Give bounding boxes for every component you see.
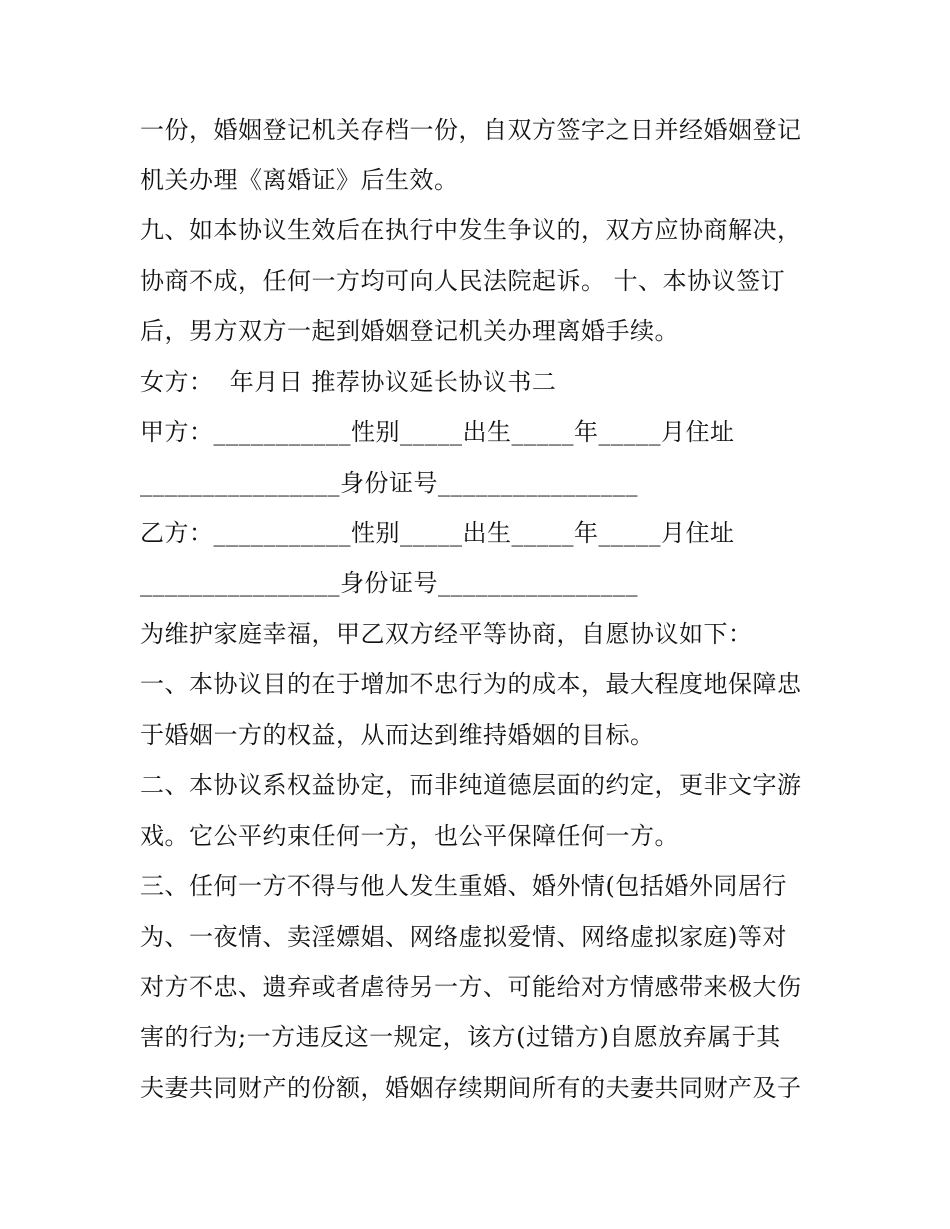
text-line: 后，男方双方一起到婚姻登记机关办理离婚手续。 <box>140 317 679 345</box>
text-line: 为维护家庭幸福，甲乙双方经平等协商，自愿协议如下： <box>140 620 753 648</box>
form-line-party-b-id: ________________身份证号________________ <box>140 569 638 597</box>
form-line-party-b: 乙方：___________性别_____出生_____年_____月住址 <box>140 519 735 547</box>
text-line: 对方不忠、遗弃或者虐待另一方、可能给对方情感带来极大伤 <box>140 973 802 1001</box>
text-line: 于婚姻一方的权益，从而达到维持婚姻的目标。 <box>140 721 655 749</box>
text-line: 一份，婚姻登记机关存档一份，自双方签字之日并经婚姻登记 <box>140 116 802 144</box>
text-line: 女方： 年月日 推荐协议延长协议书二 <box>140 368 557 396</box>
text-line: 害的行为;一方违反这一规定，该方(过错方)自愿放弃属于其 <box>140 1023 781 1051</box>
text-line: 二、本协议系权益协定，而非纯道德层面的约定，更非文字游 <box>140 771 802 799</box>
text-line: 夫妻共同财产的份额，婚姻存续期间所有的夫妻共同财产及子 <box>140 1074 802 1102</box>
text-line: 九、如本协议生效后在执行中发生争议的，双方应协商解决， <box>140 216 802 244</box>
text-line: 戏。它公平约束任何一方，也公平保障任何一方。 <box>140 822 679 850</box>
text-line: 三、任何一方不得与他人发生重婚、婚外情(包括婚外同居行 <box>140 872 787 900</box>
form-line-party-a-id: ________________身份证号________________ <box>140 469 638 497</box>
text-line: 为、一夜情、卖淫嫖娼、网络虚拟爱情、网络虚拟家庭)等对 <box>140 923 787 951</box>
text-line: 一、本协议目的在于增加不忠行为的成本，最大程度地保障忠 <box>140 670 802 698</box>
text-line: 协商不成，任何一方均可向人民法院起诉。 十、本协议签订 <box>140 267 786 295</box>
text-line: 机关办理《离婚证》后生效。 <box>140 166 459 194</box>
form-line-party-a: 甲方：___________性别_____出生_____年_____月住址 <box>140 418 735 446</box>
